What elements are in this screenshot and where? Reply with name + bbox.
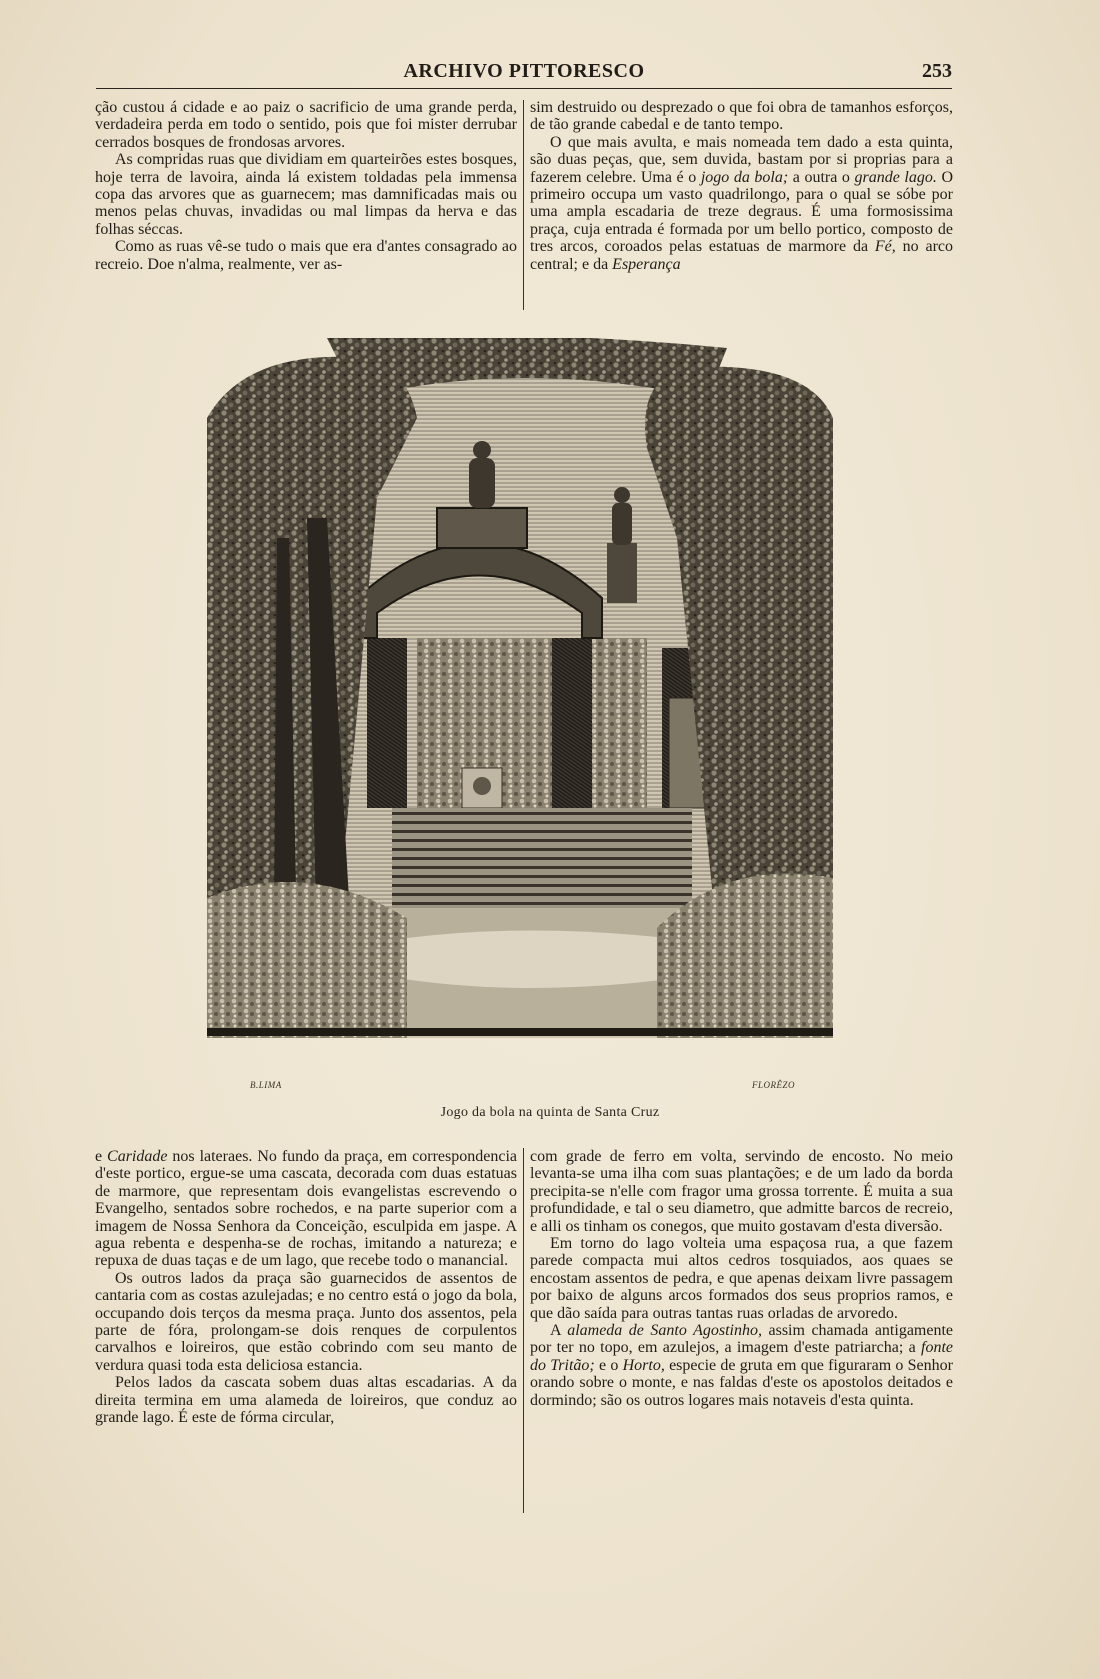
engraving-base-line: [207, 1028, 833, 1036]
paragraph: com grade de ferro em volta, servindo de encosto. No meio levanta-se uma ilha com suas plantações; e de um lado da borda precipita-se n'elle com fragor uma grossa torrente. É muita a sua profundidade, e tal o seu diametro, que admitte barcos de recreio, e alli os tinham os conegos, que muito gostavam d'esta diversão.: [530, 1148, 953, 1235]
engraver-signature-right: FLORÊZO: [752, 1080, 796, 1090]
figure-caption: Jogo da bola na quinta de Santa Cruz: [440, 1105, 660, 1120]
italic-term: grande lago.: [854, 168, 937, 186]
bottom-right-column: [530, 1148, 953, 1409]
staircase: [392, 808, 692, 908]
paragraph: Pelos lados da cascata sobem duas altas escadarias. A da direita termina em uma alameda de loireiros, que conduz ao grande lago. É este de fórma circular,: [95, 1374, 517, 1427]
top-right-column: [530, 99, 953, 273]
text-run: O que mais avulta, e mais nomeada tem dado a esta quinta, são duas peças, que, sem duvida, bastam por si proprias para a fazerem celebre. Uma é o: [530, 133, 953, 186]
text-run: a outra o: [788, 168, 855, 186]
paragraph: Como as ruas vê-se tudo o mais que era d'antes consagrado ao recreio. Doe n'alma, realmente, ver as-: [95, 238, 517, 273]
paragraph: [530, 1322, 953, 1409]
text-run: no arco central; e da: [530, 238, 954, 273]
italic-term: Fé,: [874, 238, 896, 256]
bottom-left-column: [95, 1148, 517, 1427]
column-divider: [523, 1148, 524, 1513]
top-left-column: [95, 99, 517, 273]
journal-title: ARCHIVO PITTORESCO: [403, 60, 645, 82]
italic-term: Caridade: [107, 1148, 168, 1165]
text-run: assim chamada antigamente por ter no topo, em azulejos, a imagem d'este patriarcha; a: [530, 1322, 954, 1357]
italic-term: Horto,: [622, 1356, 665, 1374]
left-bushes: [207, 882, 407, 1038]
text-run: A: [550, 1322, 568, 1340]
paragraph: As compridas ruas que dividiam em quarteirões estes bosques, hoje terra de lavoira, ainda lá existem toldadas pela immensa copa das arvores que as guarnecem; mas damnificadas mais ou menos pelas chuvas, invadidas ou mal limpas da herva e das folhas séccas.: [95, 151, 517, 238]
engraver-signature-left: B.LIMA: [250, 1080, 282, 1090]
garden-portico-engraving: [207, 338, 833, 1084]
paragraph: sim destruido ou desprezado o que foi obra de tamanhos esforços, de tão grande cabedal e de tanto tempo.: [530, 99, 953, 134]
page-header: [96, 58, 952, 89]
italic-term: fonte do Tritão;: [530, 1339, 953, 1374]
text-run: e o: [594, 1356, 623, 1374]
italic-term: jogo da bola;: [700, 168, 789, 186]
text-run: nos lateraes. No fundo da praça, em correspondencia d'este portico, ergue-se uma cascata, decorada com duas estatuas de marmore, que representam dois evangelistas escrevendo o Evangelho, sentados sobre rochedos, e na parte superior com a imagem de Nossa Senhora da Conceição, esculpida em jaspe. A agua rebenta e despenha-se de rochas, imitando a natureza; e repuxa de duas taças e de um lago, que recebe todo o manancial.: [95, 1148, 517, 1270]
engraving-illustration: [207, 338, 833, 1084]
text-run: O primeiro occupa um vasto quadrilongo, para o qual se sóbe por uma ampla escadaria de treze degraus. É uma formosissima praça, cuja entrada é formada por um bello portico, composto de tres arcos, coroados pelas estatuas de marmore da: [530, 168, 954, 256]
paragraph: [95, 1148, 517, 1270]
distant-trees: [417, 638, 647, 818]
text-run: especie de gruta em que figuraram o Senhor orando sobre o monte, e nas faldas d'este os apostolos deitados e dormindo; são os outros logares mais notaveis d'esta quinta.: [530, 1356, 953, 1409]
page-number: 253: [922, 60, 952, 82]
column-divider: [523, 100, 524, 310]
paragraph: Os outros lados da praça são guarnecidos de assentos de cantaria com as costas azulejadas; e no centro está o jogo da bola, occupando dois terços da mesma praça. Junto dos assentos, pela parte de fóra, prolongam-se dois renques de corpulentos carvalhos e loireiros, que estão cobrindo com seu manto de verdura quasi toda esta deliciosa estancia.: [95, 1269, 517, 1374]
italic-term: alameda de Santo Agostinho,: [567, 1322, 762, 1340]
text-run: e: [95, 1148, 108, 1165]
paragraph: ção custou á cidade e ao paiz o sacrificio de uma grande perda, verdadeira perda em todo o sentido, pois que foi mister derrubar cerrados bosques de frondosas arvores.: [95, 99, 517, 151]
paragraph: [530, 134, 953, 273]
fountain-niche: [462, 768, 502, 808]
italic-term: Esperança: [612, 255, 681, 273]
paragraph: Em torno do lago volteia uma espaçosa rua, a que fazem parede compacta mui altos cedros tosquiados, aos quaes se encostam assentos de pedra, e que apenas deixam livre passagem por baixo de alguns arcos formados dos seus proprios ramos, e que dão saída para outras tantas ruas orladas de arvoredo.: [530, 1235, 953, 1322]
gravel-path: [397, 931, 677, 989]
